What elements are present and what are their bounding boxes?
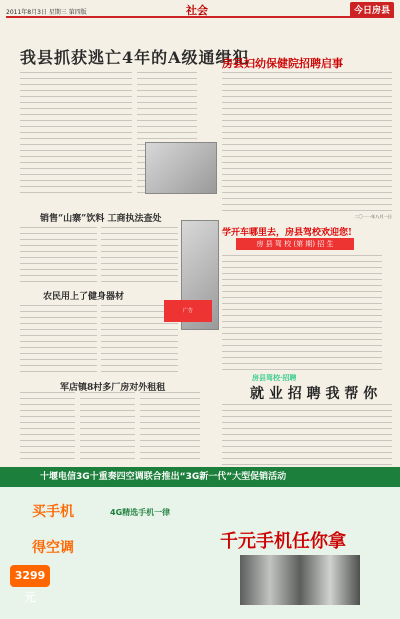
ad-slogan-1: 买手机 — [32, 504, 74, 520]
article-text — [222, 255, 382, 370]
article-text — [20, 305, 97, 375]
ad-thousand: 千元手机任你拿 — [220, 531, 346, 552]
ad-slogan-2: 得空调 — [32, 540, 74, 556]
left-headline-3: 农民用上了健身器材 — [43, 292, 125, 302]
section-title: 社会 — [186, 4, 208, 17]
telecom-ad — [0, 467, 400, 619]
article-text — [20, 227, 97, 287]
article-text — [20, 72, 132, 197]
right-headline: 房县妇幼保健院招聘启事 — [222, 57, 343, 70]
left-headline-2: 销售“山寨”饮料 工商执法查处 — [40, 214, 162, 224]
article-text — [80, 392, 135, 464]
article-text — [222, 72, 392, 212]
article-text — [140, 392, 200, 464]
page-header — [6, 2, 394, 18]
announcement-date: 二〇一一年八月一日 — [354, 214, 392, 219]
ad-band: 十堰电信3G十重奏四空调联合推出“3G新一代”大型促销活动 — [0, 467, 400, 487]
main-headline: 我县抓获逃亡4年的A级通缉犯 — [20, 48, 250, 67]
jobs-tag: 房县驾校·招聘 — [252, 373, 297, 382]
ad-box: 广告 — [164, 300, 212, 322]
ad-phones — [240, 555, 360, 605]
driving-school-title: 学开车哪里去，房县驾校欢迎您! — [222, 228, 352, 238]
left-headline-4: 军店镇8村多厂房对外租租 — [60, 383, 166, 393]
ad-price: 3299元 — [10, 565, 50, 587]
article-text — [20, 392, 75, 464]
news-photo — [145, 142, 217, 194]
article-text — [222, 404, 392, 466]
newspaper-logo: 今日房县 — [350, 2, 394, 17]
issue-date: 2011年8月3日 星期三 第四版 — [6, 9, 87, 16]
ad-mid: 4G精选手机一律 — [110, 508, 171, 517]
article-text — [101, 227, 178, 287]
jobs-headline: 就 业 招 聘 我 帮 你 — [250, 386, 378, 402]
driving-school-banner: 房 县 驾 校 (第 期) 招 生 — [236, 238, 354, 250]
